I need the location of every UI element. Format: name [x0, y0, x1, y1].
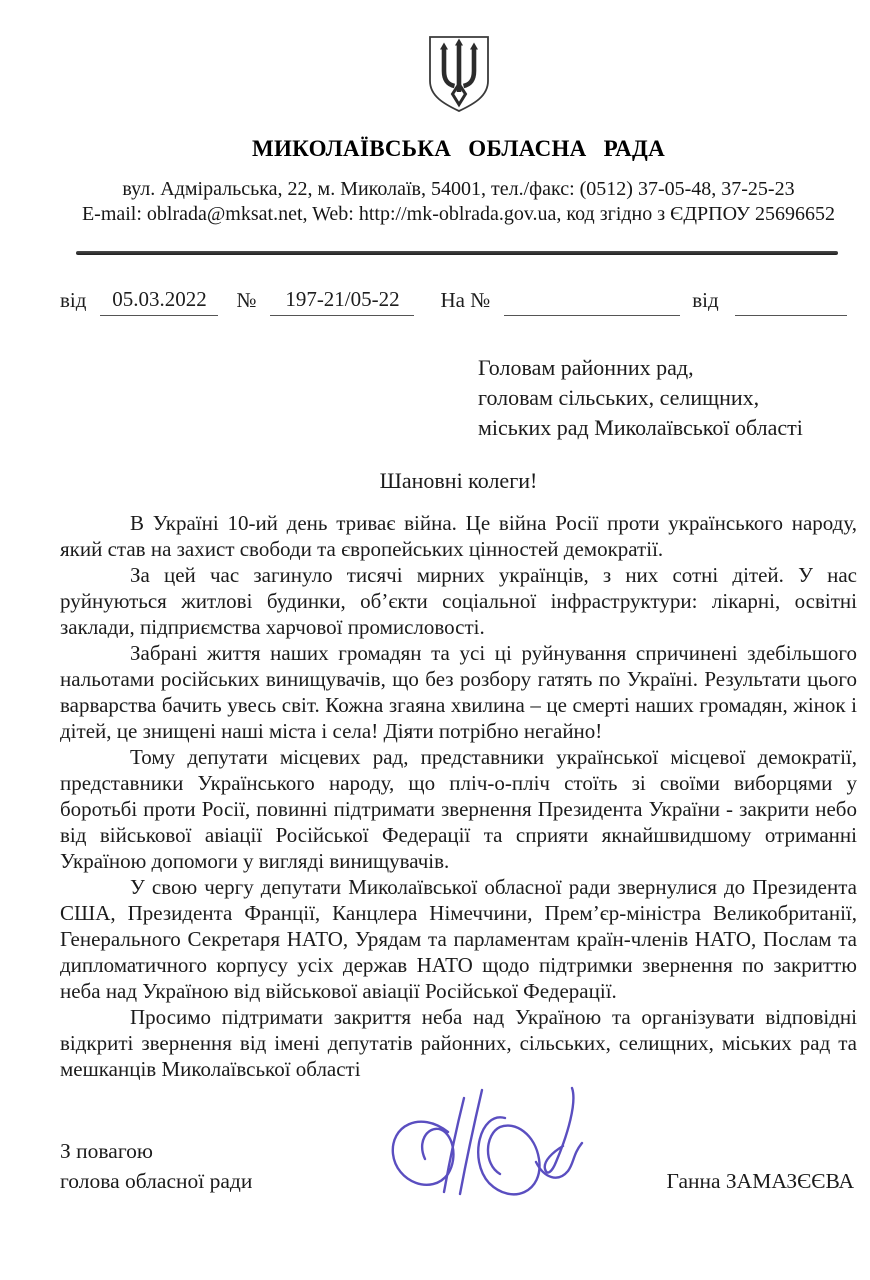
regards-line: З повагою [60, 1139, 153, 1163]
body-paragraph: За цей час загинуло тисячі мирних українців, з них сотні дітей. У нас руйнуються житлові будинки, об’єкти соціальної інфраструктури: лікарні, освітні заклади, підприємства харчової промисловості. [60, 563, 857, 639]
body-paragraph: Тому депутати місцевих рад, представники української місцевої демократії, представники Українського народу, що пліч-о-пліч стоїть зі своїми виборцями у боротьбі проти Росії, повинні підтримати звернення Президента України - закрити небо від військової авіації Російської Федерації та сприяти якнайшвидшому отриманні Україною допомоги у вигляді винищувачів. [60, 745, 857, 873]
organization-title: МИКОЛАЇВСЬКА ОБЛАСНА РАДА [251, 136, 666, 161]
body-paragraph: Забрані життя наших громадян та усі ці руйнування спричинені здебільшого нальотами російських винищувачів, що без розбору гатять по Україні. Результати цього варварства бачить увесь світ. Кожна згаяна хвилина – це смерті наших громадян, жінок і дітей, це знищені наші міста і села! Діяти потрібно негайно! [60, 641, 857, 743]
address-line: вул. Адміральська, 22, м. Миколаїв, 54001, тел./факс: (0512) 37-05-48, 37-25-23 [122, 178, 795, 200]
recipient-line: Головам районних рад, [478, 355, 694, 380]
recipient-line: міських рад Миколаївської області [478, 415, 803, 440]
contacts-line: E-mail: oblrada@mksat.net, Web: http://mk-oblrada.gov.ua, код згідно з ЄДРПОУ 25696652 [81, 203, 836, 225]
number-label: № [236, 288, 257, 312]
body-paragraph: В Україні 10-ий день триває війна. Це війна Росії проти українського народу, який став на захист свободи та європейських цінностей демократії. [60, 511, 857, 561]
letter-number: 197-21/05-22 [270, 287, 414, 316]
body-paragraph: Просимо підтримати закриття неба над Україною та організувати відповідні відкриті звернення від імені депутатів районних, сільських, селищних, міських рад та мешканців Миколаївської області [60, 1005, 857, 1081]
reply-number-blank [504, 312, 680, 316]
reply-date-blank [735, 312, 847, 316]
position-title: голова обласної ради [60, 1169, 253, 1193]
from-label: від [60, 288, 87, 312]
handwritten-signature-icon [386, 1082, 594, 1218]
trident-emblem-icon [426, 34, 492, 114]
letter-body [60, 510, 857, 1082]
letterhead [60, 34, 857, 227]
body-paragraph: У свою чергу депутати Миколаївської обласної ради звернулися до Президента США, Президента Франції, Канцлера Німеччини, Прем’єр-міністра Великобританії, Генерального Секретаря НАТО, Урядам та парламентам країн-членів НАТО, Послам та дипломатичного корпусу усіх держав НАТО щодо підтримки звернення по закриттю неба над Україною від військової авіації Російської Федерації. [60, 875, 857, 1003]
letter-date: 05.03.2022 [100, 287, 218, 316]
header-rule [76, 251, 838, 255]
reply-to-label: На № [440, 288, 491, 312]
reply-from-label: від [692, 288, 719, 312]
reference-line [60, 287, 857, 316]
recipient-line: головам сільських, селищних, [478, 385, 760, 410]
recipients-block [478, 353, 857, 443]
closing-left [60, 1136, 252, 1196]
salutation: Шановні колеги! [379, 468, 538, 493]
signatory-name: Ганна ЗАМАЗЄЄВА [666, 1169, 854, 1193]
